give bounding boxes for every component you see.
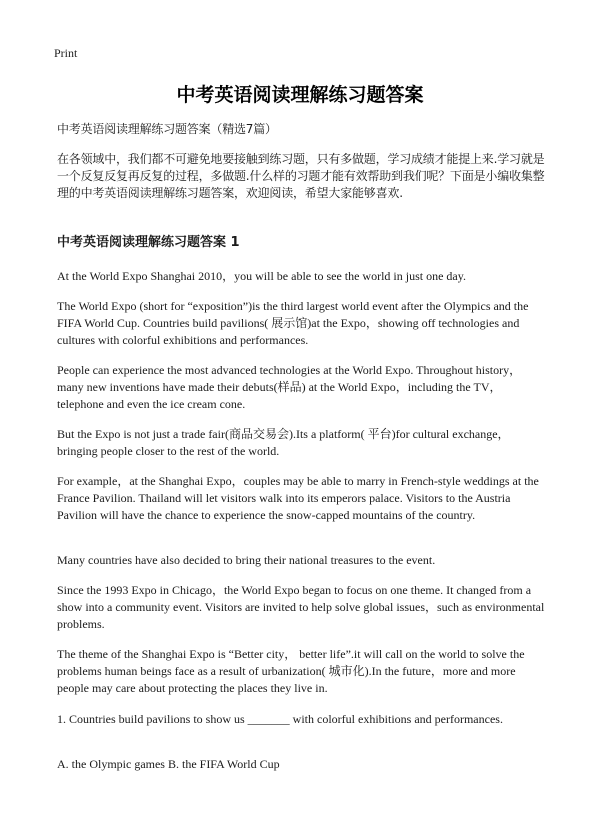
paragraph: People can experience the most advanced technologies at the World Expo. Throughout history，many new inventions have made their debuts(样品) at the World Expo，including the TV，telephone and even the ice cream cone. [57, 363, 522, 411]
intro-paragraph: 在各领域中，我们都不可避免地要接触到练习题，只有多做题，学习成绩才能提上来.学习就是一个反复反复再反复的过程，多做题.什么样的习题才能有效帮助到我们呢？下面是小编收集整理的中考英语阅读理解练习题答案，欢迎阅读，希望大家能够喜欢. [57, 152, 545, 200]
print-label: Print [54, 46, 78, 60]
paragraph: For example，at the Shanghai Expo，couples may be able to marry in French-style weddings at the France Pavilion. Thailand will let visitors walk into its emperors palace. Visitors to the Austria Pavilion will have the chance to experience the snow-capped mountains of the country. [57, 474, 539, 522]
answer-options: A. the Olympic games B. the FIFA World Cup [57, 757, 280, 771]
question: 1. Countries build pavilions to show us _______ with colorful exhibitions and performances. [57, 712, 503, 726]
subtitle: 中考英语阅读理解练习题答案（精选7篇） [57, 122, 277, 136]
paragraph: Since the 1993 Expo in Chicago，the World Expo began to focus on one theme. It changed from a show into a community event. Visitors are invited to help solve global issues，such as environmental problems. [57, 583, 545, 631]
paragraph: The World Expo (short for “exposition”)is the third largest world event after the Olympics and the FIFA World Cup. Countries build pavilions( 展示馆)at the Expo，showing off technologies and cultures with colorful exhibitions and performances. [57, 299, 529, 347]
paragraph: At the World Expo Shanghai 2010，you will be able to see the world in just one day. [57, 269, 466, 283]
paragraph: But the Expo is not just a trade fair(商品交易会).Its a platform( 平台)for cultural exchange，bringing people closer to the rest of the world. [57, 427, 510, 458]
section-heading: 中考英语阅读理解练习题答案 1 [57, 235, 240, 250]
paragraph: Many countries have also decided to bring their national treasures to the event. [57, 553, 436, 567]
page-title: 中考英语阅读理解练习题答案 [176, 84, 424, 106]
paragraph: The theme of the Shanghai Expo is “Better city， better life”.it will call on the world to solve the problems human beings face as a result of urbanization( 城市化).In the future，more and more people may care about protecting the places they live in. [57, 647, 525, 695]
